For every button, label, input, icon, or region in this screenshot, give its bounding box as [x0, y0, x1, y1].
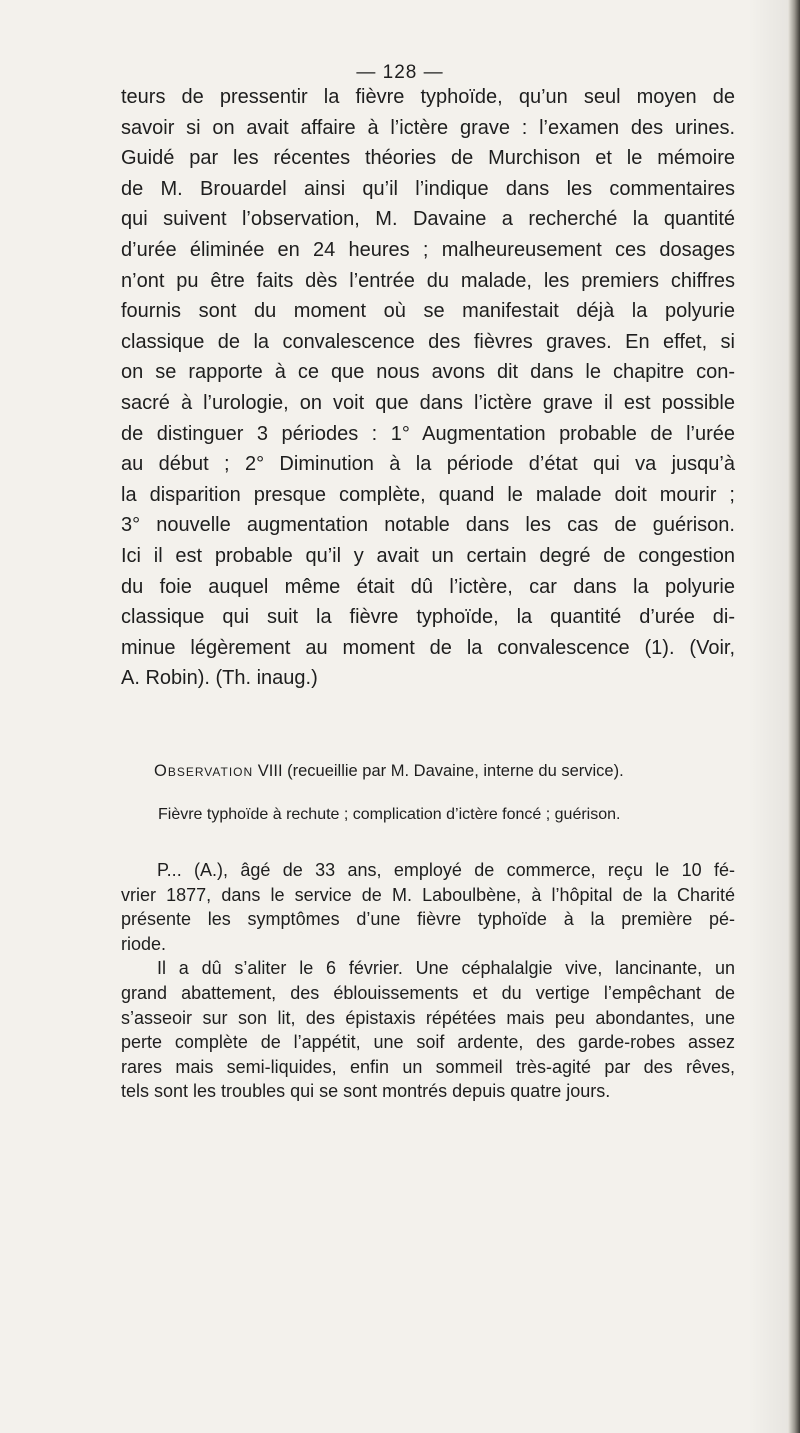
paragraph-line: A. Robin). (Th. inaug.) — [121, 667, 318, 690]
case-line: vrier 1877, dans le service de M. Laboulbène, à l’hôpital de la Charité — [121, 884, 735, 905]
paragraph-line: minue légèrement au moment de la convalescence (1). (Voir, — [121, 636, 735, 659]
paragraph-line: d’urée éliminée en 24 heures ; malheureusement ces dosages — [121, 238, 735, 261]
paragraph-line: savoir si on avait affaire à l’ictère grave : l’examen des urines. — [121, 116, 735, 139]
page-number: — 128 — — [356, 62, 444, 83]
case-line: perte complète de l’appétit, une soif ardente, des garde-robes assez — [121, 1032, 735, 1053]
paragraph-line: de distinguer 3 périodes : 1° Augmentation probable de l’urée — [121, 422, 735, 445]
observation-label: Observation — [154, 762, 254, 780]
case-line: Il a dû s’aliter le 6 février. Une céphalalgie vive, lancinante, un — [157, 958, 735, 979]
paragraph-line: fournis sont du moment où se manifestait déjà la polyurie — [121, 300, 735, 323]
paragraph-line: sacré à l’urologie, on voit que dans l’ictère grave il est possible — [121, 391, 735, 414]
paragraph-line: Guidé par les récentes théories de Murchison et le mémoire — [121, 147, 735, 170]
paragraph-line: de M. Brouardel ainsi qu’il l’indique dans les commentaires — [121, 177, 735, 200]
paragraph-line: au début ; 2° Diminution à la période d’état qui va jusqu’à — [121, 453, 735, 476]
case-report — [121, 858, 735, 1104]
observation-title: VIII (recueillie par M. Davaine, interne du service). — [253, 762, 624, 780]
case-line: grand abattement, des éblouissements et du vertige l’empêchant de — [121, 982, 735, 1003]
main-paragraph — [121, 82, 735, 694]
page-gutter-shadow — [748, 0, 788, 1433]
case-line: rares mais semi-liquides, enfin un sommeil très-agité par des rêves, — [121, 1056, 735, 1077]
paragraph-line: Ici il est probable qu’il y avait un certain degré de congestion — [121, 544, 735, 567]
observation-subtitle: Fièvre typhoïde à rechute ; complication d’ictère foncé ; guérison. — [158, 806, 621, 823]
case-line: tels sont les troubles qui se sont montrés depuis quatre jours. — [121, 1081, 611, 1102]
paragraph-line: n’ont pu être faits dès l’entrée du malade, les premiers chiffres — [121, 269, 735, 292]
case-line: présente les symptômes d’une fièvre typhoïde à la première pé- — [121, 909, 735, 930]
page-binding-edge — [788, 0, 800, 1433]
case-line: riode. — [121, 933, 167, 954]
case-line: P... (A.), âgé de 33 ans, employé de commerce, reçu le 10 fé- — [157, 860, 735, 880]
observation-heading — [154, 762, 624, 781]
paragraph-line: teurs de pressentir la fièvre typhoïde, qu’un seul moyen de — [121, 86, 735, 108]
paragraph-line: 3° nouvelle augmentation notable dans les cas de guérison. — [121, 514, 735, 537]
paragraph-line: du foie auquel même était dû l’ictère, car dans la polyurie — [121, 575, 735, 598]
paragraph-line: la disparition presque complète, quand le malade doit mourir ; — [121, 483, 735, 506]
paragraph-line: classique de la convalescence des fièvres graves. En effet, si — [121, 330, 735, 353]
paragraph-line: classique qui suit la fièvre typhoïde, la quantité d’urée di- — [121, 606, 735, 629]
paragraph-line: qui suivent l’observation, M. Davaine a recherché la quantité — [121, 208, 735, 231]
paragraph-line: on se rapporte à ce que nous avons dit dans le chapitre con- — [121, 361, 735, 384]
case-line: s’asseoir sur son lit, des épistaxis répétées mais peu abondantes, une — [121, 1007, 735, 1028]
